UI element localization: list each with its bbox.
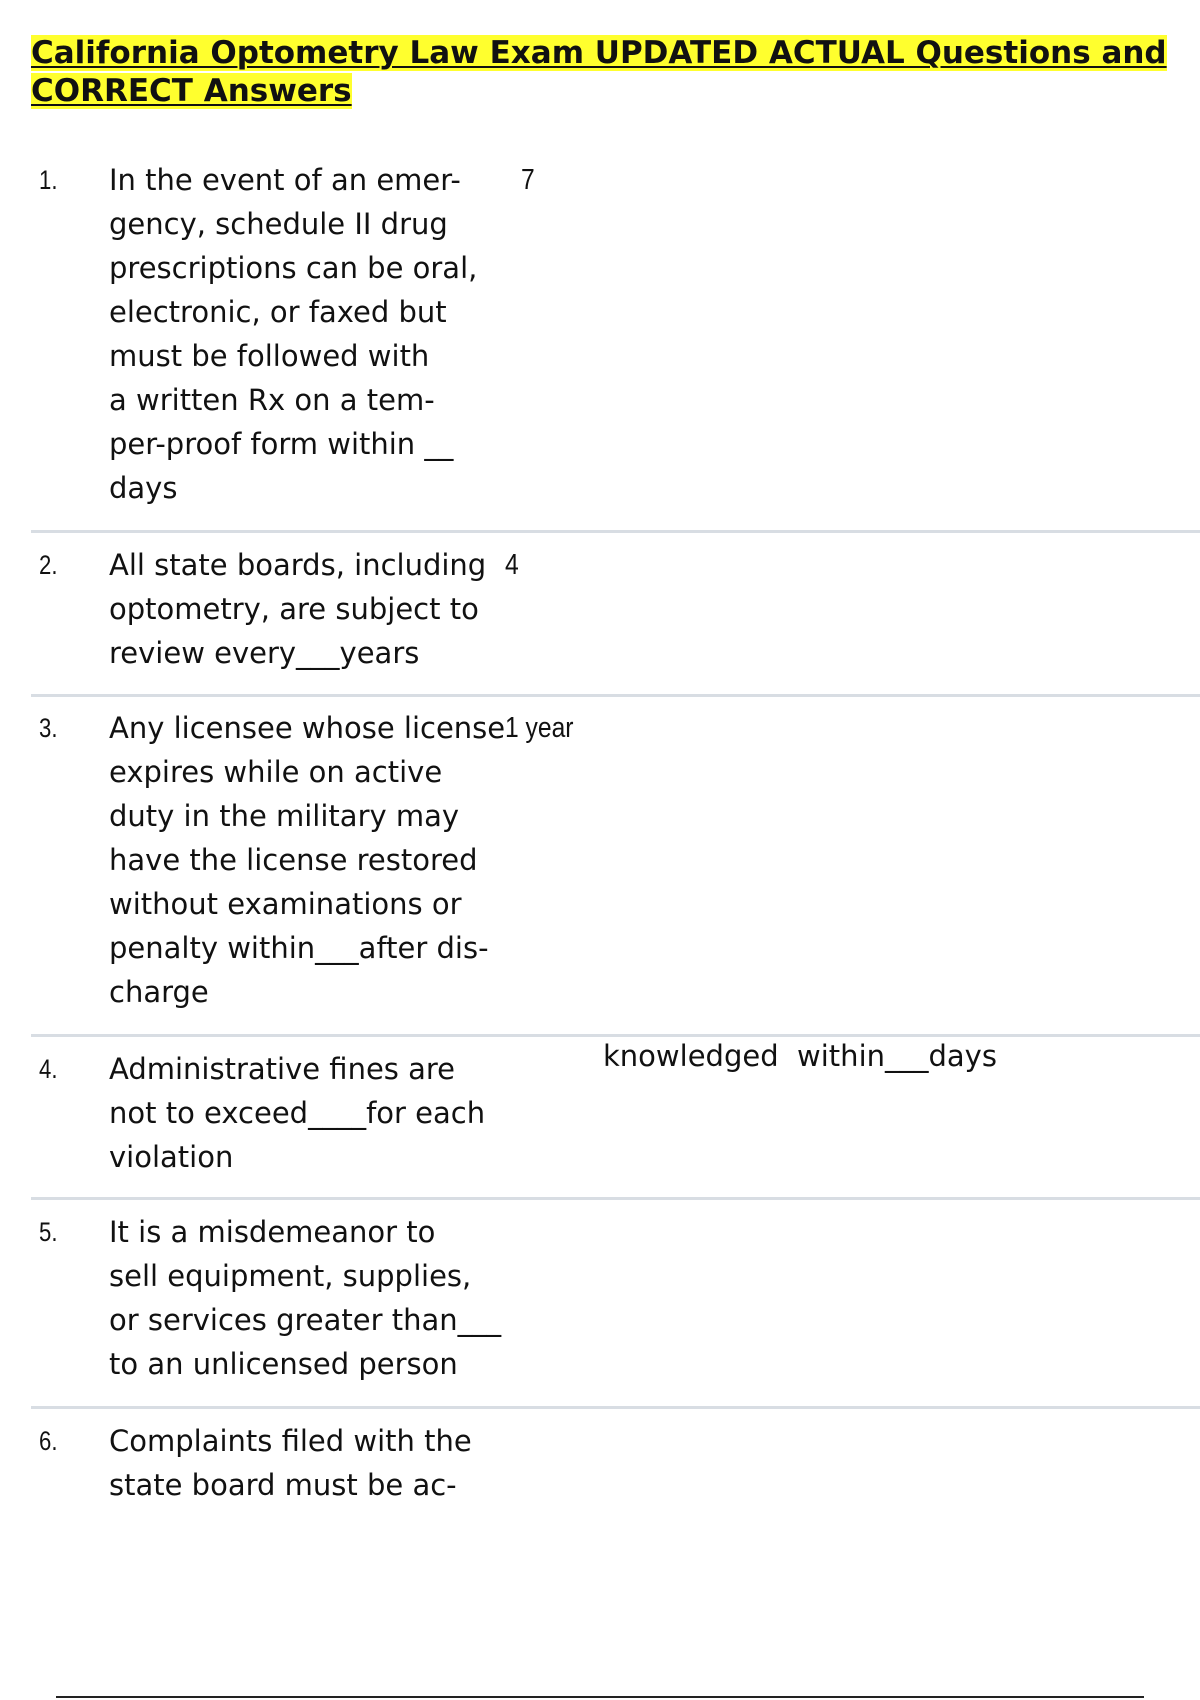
document-title: California Optometry Law Exam UPDATED ACTUAL Questions and CORRECT Answers (31, 35, 1167, 109)
row-divider (31, 1406, 1200, 1409)
question-text: All state boards, including optometry, are subject to review every___years (109, 548, 487, 670)
question-number: 5. (39, 1217, 58, 1247)
answer-text: 4 (505, 549, 519, 581)
question-number: 4. (39, 1054, 58, 1084)
row-divider (31, 694, 1200, 697)
question-number: 6. (39, 1426, 58, 1456)
question-number: 3. (39, 713, 58, 743)
answer-text: 1 year (505, 712, 574, 744)
question-number: 2. (39, 550, 58, 580)
question-text: In the event of an emer- gency, schedule II drug prescriptions can be oral, electronic, or faxed but must be followed with a written Rx on a tem- per-proof form within __ days (109, 163, 478, 505)
row-divider (31, 530, 1200, 533)
question-6-continuation: knowledged within___days (603, 1039, 997, 1073)
row-divider (31, 1197, 1200, 1200)
answer-text: 7 (521, 164, 535, 196)
question-text: It is a misdemeanor to sell equipment, supplies, or services greater than___ to an unlicensed person (109, 1215, 502, 1381)
question-text: Complaints filed with the state board must be ac- (109, 1424, 472, 1502)
question-text: Any licensee whose license expires while on active duty in the military may have the license restored without examinations or penalty within___after dis- charge (109, 711, 506, 1009)
footer-rule (56, 1696, 1144, 1698)
question-number: 1. (39, 165, 58, 195)
question-text: Administrative fines are not to exceed____for each violation (109, 1052, 486, 1174)
